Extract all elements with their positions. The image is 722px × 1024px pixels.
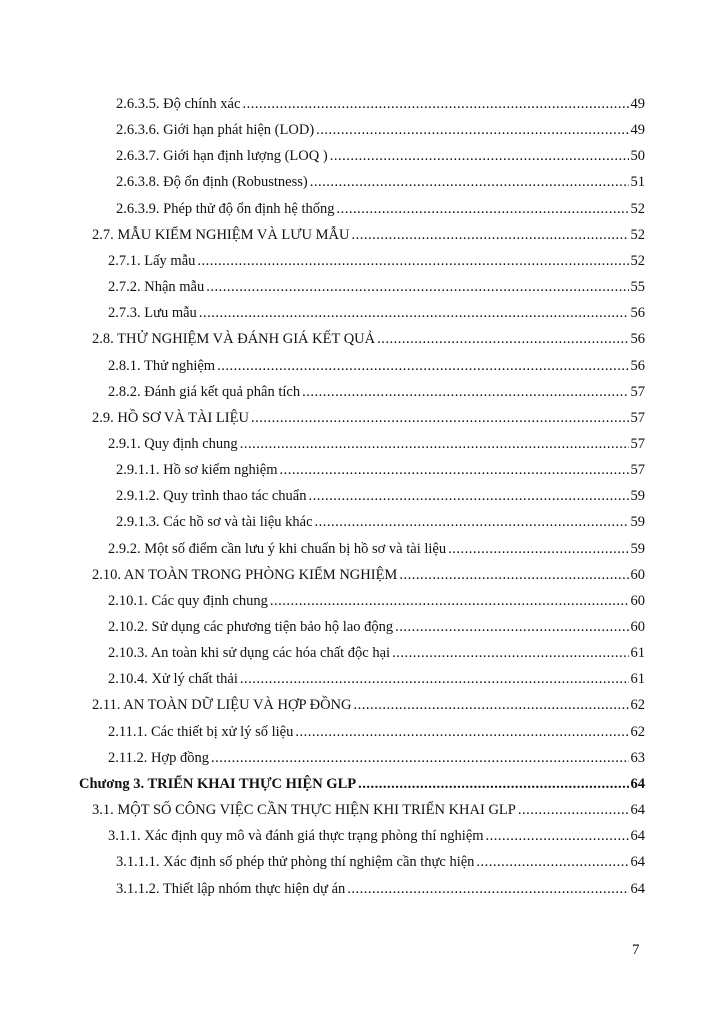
toc-entry-label: 3.1.1.2. Thiết lập nhóm thực hiện dự án xyxy=(116,881,346,897)
toc-entry[interactable] xyxy=(92,225,645,245)
toc-entry[interactable] xyxy=(108,617,645,637)
toc-entry[interactable] xyxy=(108,826,645,846)
toc-entry-page: 61 xyxy=(630,645,645,661)
toc-leader-dots xyxy=(280,460,629,480)
toc-entry-label: 2.10.3. An toàn khi sử dụng các hóa chất độc hại xyxy=(108,645,391,661)
toc-entry[interactable] xyxy=(116,120,645,140)
toc-leader-dots xyxy=(330,146,629,166)
toc-leader-dots xyxy=(337,199,629,219)
toc-leader-dots xyxy=(197,251,628,271)
toc-entry-page: 57 xyxy=(630,436,645,452)
toc-entry[interactable] xyxy=(108,277,645,297)
toc-entry[interactable] xyxy=(116,852,645,872)
toc-entry-page: 64 xyxy=(630,828,645,844)
toc-entry-page: 59 xyxy=(630,488,645,504)
toc-entry-page: 62 xyxy=(630,724,645,740)
toc-entry-page: 52 xyxy=(630,227,645,243)
toc-entry-label: 2.8.2. Đánh giá kết quả phân tích xyxy=(108,384,301,400)
toc-entry-label: 3.1.1.1. Xác định số phép thử phòng thí nghiệm cần thực hiện xyxy=(116,854,475,870)
toc-entry[interactable] xyxy=(108,669,645,689)
toc-entry-label: 2.10.2. Sử dụng các phương tiện bảo hộ lao động xyxy=(108,619,394,635)
toc-leader-dots xyxy=(377,329,628,349)
toc-entry[interactable] xyxy=(116,94,645,114)
toc-entry[interactable] xyxy=(108,434,645,454)
toc-entry-label: 2.6.3.8. Độ ổn định (Robustness) xyxy=(116,174,308,190)
toc-entry-label: 2.8.1. Thử nghiệm xyxy=(108,358,216,374)
toc-leader-dots xyxy=(217,356,628,376)
toc-leader-dots xyxy=(315,512,629,532)
toc-entry[interactable] xyxy=(116,172,645,192)
toc-leader-dots xyxy=(351,225,628,245)
toc-leader-dots xyxy=(354,695,629,715)
toc-entry[interactable] xyxy=(92,565,645,585)
toc-leader-dots xyxy=(308,486,628,506)
toc-entry[interactable] xyxy=(116,512,645,532)
toc-entry-page: 59 xyxy=(630,514,645,530)
toc-entry-label: 2.6.3.5. Độ chính xác xyxy=(116,96,241,112)
toc-entry-page: 61 xyxy=(630,671,645,687)
toc-leader-dots xyxy=(518,800,629,820)
toc-entry-label: 2.10.1. Các quy định chung xyxy=(108,593,268,609)
toc-entry[interactable] xyxy=(116,146,645,166)
toc-entry-label: 2.11.1. Các thiết bị xử lý số liệu xyxy=(108,724,294,740)
toc-leader-dots xyxy=(399,565,628,585)
toc-entry-label: 2.10.4. Xử lý chất thải xyxy=(108,671,238,687)
toc-entry[interactable] xyxy=(92,695,645,715)
toc-entry-label: 3.1.1. Xác định quy mô và đánh giá thực trạng phòng thí nghiệm xyxy=(108,828,484,844)
toc-leader-dots xyxy=(240,434,629,454)
toc-entry[interactable] xyxy=(108,356,645,376)
toc-entry[interactable] xyxy=(108,748,645,768)
toc-entry[interactable] xyxy=(92,800,645,820)
toc-entry-label: 2.6.3.6. Giới hạn phát hiện (LOD) xyxy=(116,122,315,138)
toc-entry-page: 51 xyxy=(630,174,645,190)
toc-entry[interactable] xyxy=(116,199,645,219)
toc-entry-page: 50 xyxy=(630,148,645,164)
toc-entry-page: 62 xyxy=(630,697,645,713)
toc-entry[interactable] xyxy=(108,251,645,271)
toc-entry-page: 64 xyxy=(630,776,645,792)
page-number: 7 xyxy=(632,942,640,958)
toc-entry-page: 56 xyxy=(630,331,645,347)
toc-entry-page: 57 xyxy=(630,462,645,478)
toc-leader-dots xyxy=(358,774,628,794)
toc-entry-page: 55 xyxy=(630,279,645,295)
toc-entry-page: 56 xyxy=(630,358,645,374)
toc-entry-page: 60 xyxy=(630,593,645,609)
toc-entry-page: 57 xyxy=(630,384,645,400)
toc-entry-page: 52 xyxy=(630,253,645,269)
toc-entry-label: 2.6.3.7. Giới hạn định lượng (LOQ ) xyxy=(116,148,328,164)
toc-entry-page: 59 xyxy=(630,541,645,557)
toc-entry[interactable] xyxy=(108,722,645,742)
toc-entry[interactable] xyxy=(92,408,645,428)
toc-entry[interactable] xyxy=(116,460,645,480)
toc-entry-label: 2.9.1. Quy định chung xyxy=(108,436,238,452)
toc-leader-dots xyxy=(270,591,629,611)
toc-entry[interactable] xyxy=(108,303,645,323)
toc-entry-label: 2.6.3.9. Phép thử độ ổn định hệ thống xyxy=(116,201,335,217)
toc-entry-label: 2.7. MẪU KIỂM NGHIỆM VÀ LƯU MẪU xyxy=(92,227,350,243)
toc-entry-page: 64 xyxy=(630,854,645,870)
toc-leader-dots xyxy=(251,408,629,428)
toc-entry-label: 2.10. AN TOÀN TRONG PHÒNG KIỂM NGHIỆM xyxy=(92,567,398,583)
toc-entry[interactable] xyxy=(108,382,645,402)
toc-entry-page: 60 xyxy=(630,567,645,583)
toc-entry[interactable] xyxy=(116,486,645,506)
toc-entry-page: 56 xyxy=(630,305,645,321)
toc-leader-dots xyxy=(476,852,628,872)
toc-leader-dots xyxy=(211,748,629,768)
toc-leader-dots xyxy=(316,120,628,140)
toc-leader-dots xyxy=(206,277,628,297)
toc-leader-dots xyxy=(310,172,629,192)
toc-entry[interactable] xyxy=(79,774,645,794)
toc-entry-label: 2.9.1.1. Hồ sơ kiểm nghiệm xyxy=(116,462,278,478)
toc-entry-page: 60 xyxy=(630,619,645,635)
toc-leader-dots xyxy=(199,303,629,323)
toc-entry[interactable] xyxy=(108,591,645,611)
toc-entry-page: 57 xyxy=(630,410,645,426)
toc-entry-label: 2.9. HỒ SƠ VÀ TÀI LIỆU xyxy=(92,410,249,426)
toc-leader-dots xyxy=(392,643,628,663)
toc-entry-label: 2.9.1.2. Quy trình thao tác chuẩn xyxy=(116,488,307,504)
toc-entry-label: 2.9.1.3. Các hồ sơ và tài liệu khác xyxy=(116,514,313,530)
toc-entry-page: 52 xyxy=(630,201,645,217)
toc-leader-dots xyxy=(448,539,628,559)
toc-entry-label: 3.1. MỘT SỐ CÔNG VIỆC CẦN THỰC HIỆN KHI TRIỂN KHAI GLP xyxy=(92,802,516,818)
toc-entry[interactable] xyxy=(116,879,645,899)
toc-leader-dots xyxy=(302,382,628,402)
toc-entry-label: 2.7.3. Lưu mẫu xyxy=(108,305,197,321)
toc-leader-dots xyxy=(240,669,629,689)
toc-entry-page: 64 xyxy=(630,881,645,897)
toc-leader-dots xyxy=(486,826,629,846)
toc-leader-dots xyxy=(395,617,628,637)
toc-entry-label: 2.11. AN TOÀN DỮ LIỆU VÀ HỢP ĐỒNG xyxy=(92,697,352,713)
toc-entry[interactable] xyxy=(92,329,645,349)
toc-leader-dots xyxy=(347,879,628,899)
toc-entry-label: 2.7.2. Nhận mẫu xyxy=(108,279,205,295)
toc-entry-page: 49 xyxy=(630,96,645,112)
toc-leader-dots xyxy=(295,722,628,742)
toc-leader-dots xyxy=(242,94,628,114)
toc-entry-label: 2.8. THỬ NGHIỆM VÀ ĐÁNH GIÁ KẾT QUẢ xyxy=(92,331,376,347)
toc-entry-label: Chương 3. TRIỂN KHAI THỰC HIỆN GLP xyxy=(79,776,357,792)
toc-entry-page: 64 xyxy=(630,802,645,818)
toc-entry-page: 63 xyxy=(630,750,645,766)
toc-entry[interactable] xyxy=(108,643,645,663)
toc-entry-label: 2.9.2. Một số điểm cần lưu ý khi chuẩn bị hồ sơ và tài liệu xyxy=(108,541,447,557)
toc-entry[interactable] xyxy=(108,539,645,559)
toc-entry-page: 49 xyxy=(630,122,645,138)
toc-entry-label: 2.11.2. Hợp đồng xyxy=(108,750,209,766)
toc-entry-label: 2.7.1. Lấy mẫu xyxy=(108,253,196,269)
